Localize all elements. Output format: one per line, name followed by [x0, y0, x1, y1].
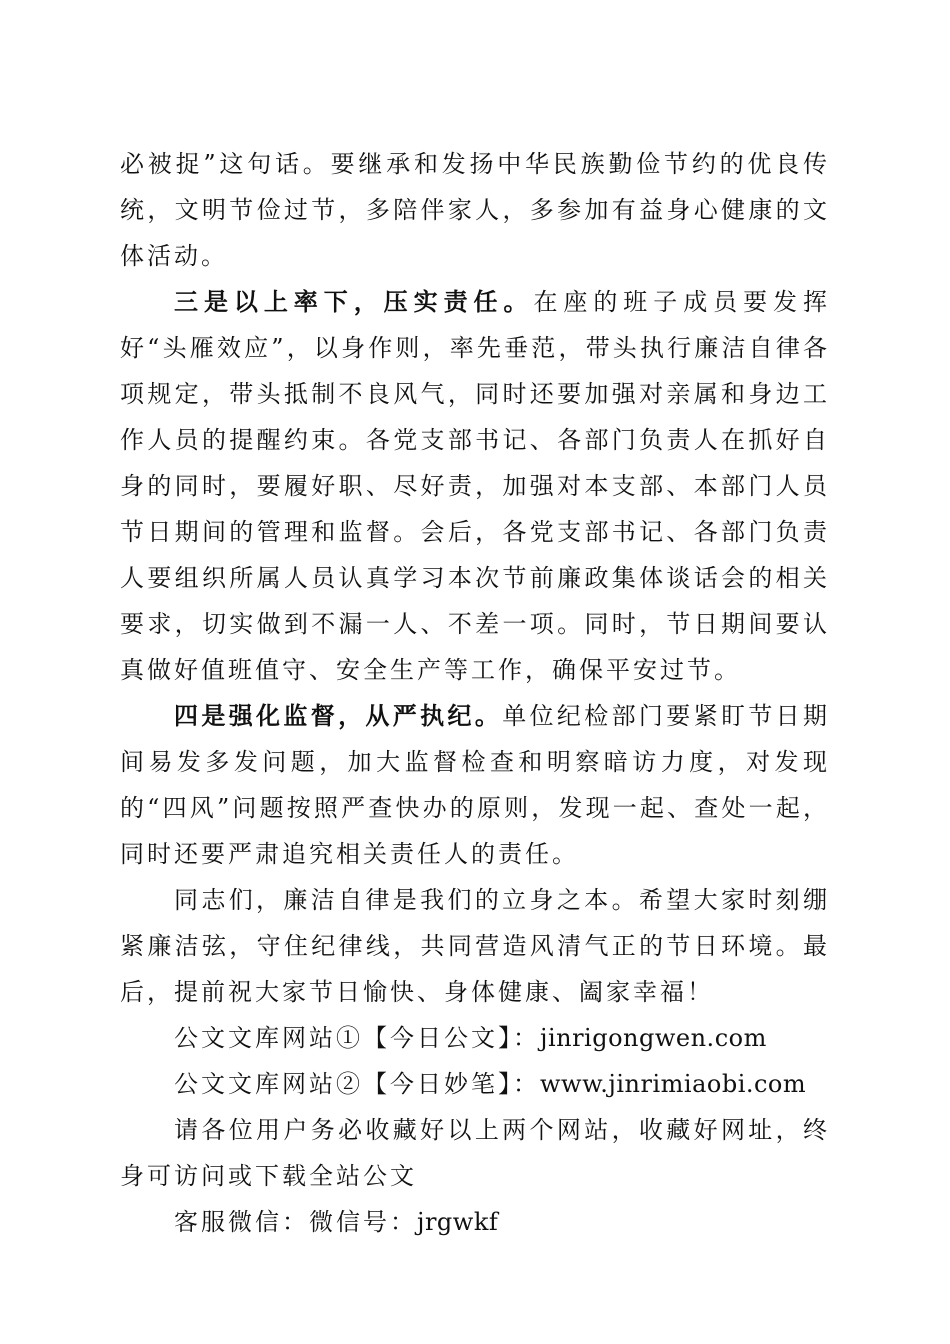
- paragraph-4: [120, 877, 830, 1015]
- footer-site-2: [120, 1061, 830, 1107]
- footer-site-2-label: 公文文库网站②【今日妙笔】：: [174, 1070, 540, 1098]
- footer-site-2-url: www.jinrimiaobi.com: [540, 1070, 807, 1098]
- footer-notice-text: 请各位用户务必收藏好以上两个网站，收藏好网址，终身可访问或下载全站公文: [120, 1116, 830, 1190]
- footer-wechat-label: 客服微信：微信号：: [174, 1208, 417, 1236]
- paragraph-4-text: 同志们，廉洁自律是我们的立身之本。希望大家时刻绷紧廉洁弦，守住纪律线，共同营造风清气正的节日环境。最后，提前祝大家节日愉快、身体健康、阖家幸福！: [120, 886, 830, 1006]
- paragraph-2-heading: 三是以上率下，压实责任。: [174, 287, 534, 316]
- footer-wechat: [120, 1199, 830, 1245]
- paragraph-1: [120, 141, 830, 279]
- document-body: [120, 141, 830, 1245]
- footer-site-1-url: jinrigongwen.com: [540, 1024, 767, 1052]
- paragraph-1-text: 必被捉”这句话。要继承和发扬中华民族勤俭节约的优良传统，文明节俭过节，多陪伴家人，多参加有益身心健康的文体活动。: [120, 150, 830, 270]
- footer-wechat-id: jrgwkf: [417, 1208, 499, 1236]
- footer-site-1-label: 公文文库网站①【今日公文】：: [174, 1024, 540, 1052]
- footer-notice: [120, 1107, 830, 1199]
- paragraph-2: [120, 279, 830, 693]
- paragraph-3-heading: 四是强化监督，从严执纪。: [174, 701, 503, 730]
- paragraph-3: [120, 693, 830, 877]
- paragraph-2-text: 在座的班子成员要发挥好“头雁效应”，以身作则，率先垂范，带头执行廉洁自律各项规定，带头抵制不良风气，同时还要加强对亲属和身边工作人员的提醒约束。各党支部书记、各部门负责人在抓好自身的同时，要履好职、尽好责，加强对本支部、本部门人员节日期间的管理和监督。会后，各党支部书记、各部门负责人要组织所属人员认真学习本次节前廉政集体谈话会的相关要求，切实做到不漏一人、不差一项。同时，节日期间要认真做好值班值守、安全生产等工作，确保平安过节。: [120, 288, 831, 684]
- paragraph-3-text: 单位纪检部门要紧盯节日期间易发多发问题，加大监督检查和明察暗访力度，对发现的“四风”问题按照严查快办的原则，发现一起、查处一起，同时还要严肃追究相关责任人的责任。: [120, 702, 831, 868]
- footer-site-1: [120, 1015, 830, 1061]
